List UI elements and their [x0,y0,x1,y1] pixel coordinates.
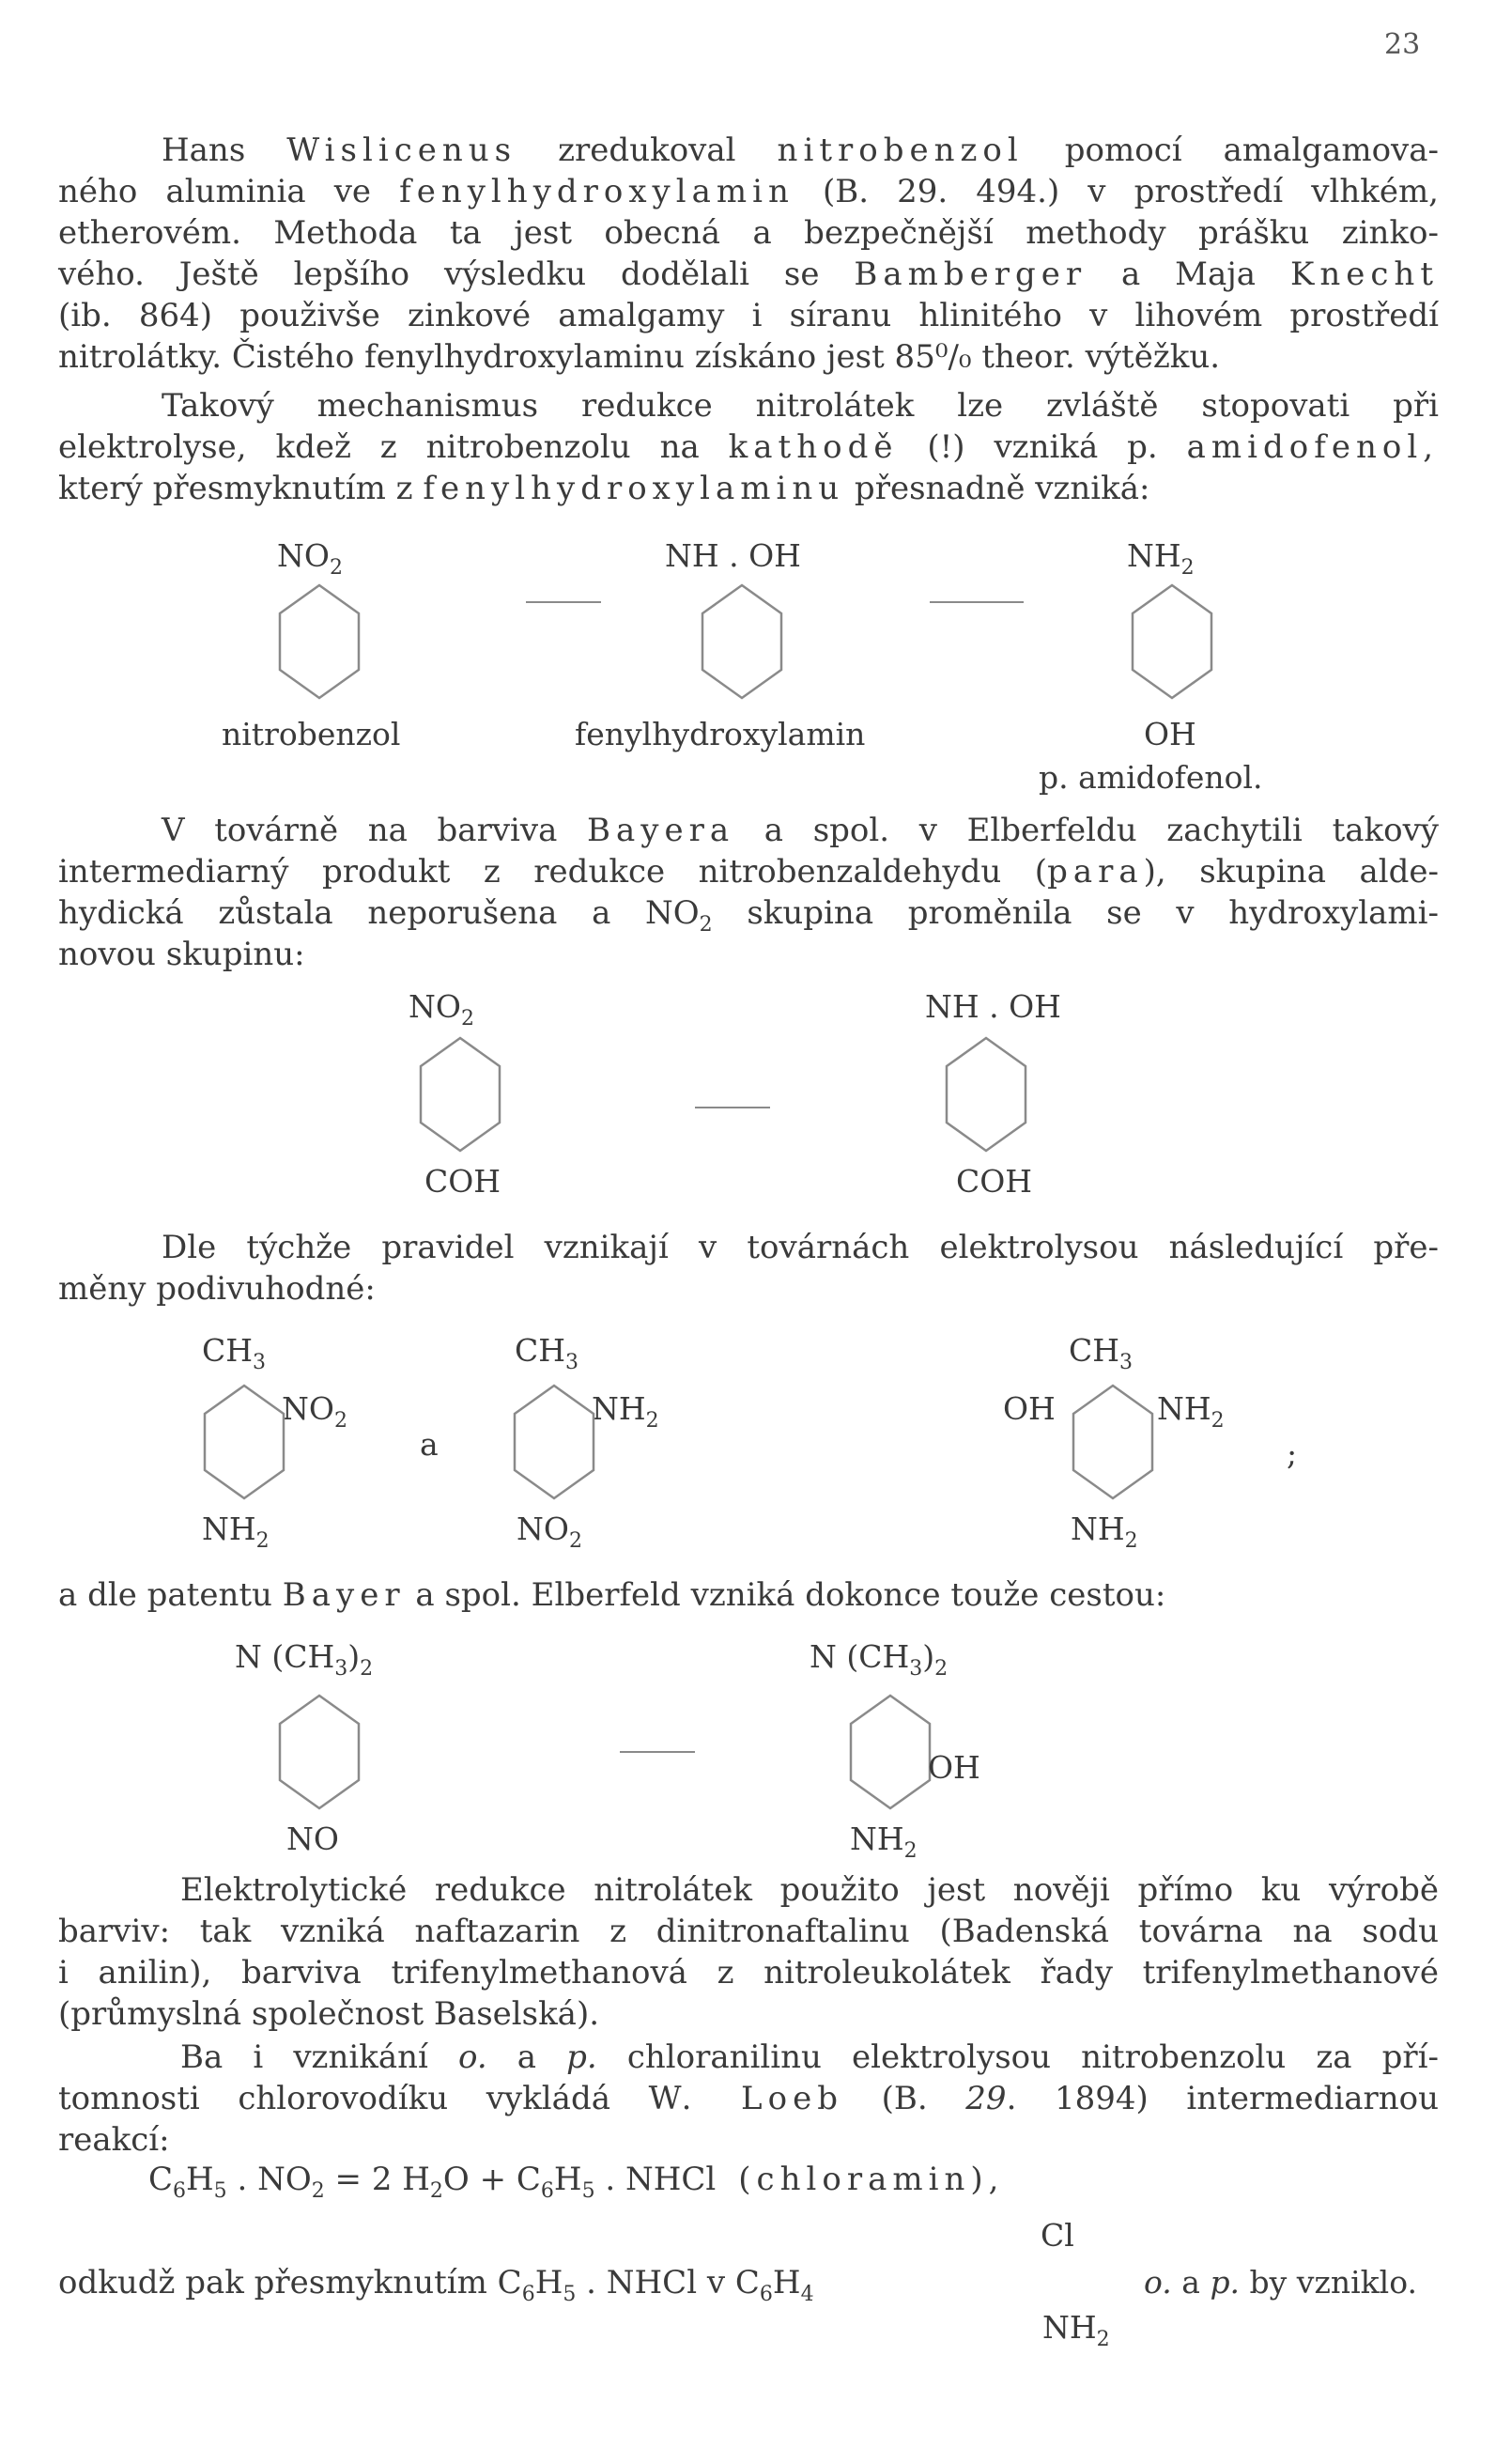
text-line: tomnosti chlorovodíku vykládá W. Loeb (B. 29. 1894) intermediarnou [58,2080,1439,2117]
paragraph-mechanism [58,385,1439,509]
formula-nh2: $NH_2$ [1071,1511,1138,1553]
text-line: elektrolyse, kdež z nitrobenzolu na kathodě (!) vzniká p. amidofenol, [58,428,1439,466]
formula-nh2: $NH_2$ [202,1511,270,1553]
text-line: reakcí: [58,2121,170,2159]
benzene-ring-nitrobenzaldehyde [413,1033,507,1155]
text-line: hydická zůstala neporušena a $NO_2$ skupina proměnila se v hydroxylami- [58,894,1439,937]
formula-ch3: $CH_3$ [515,1332,579,1374]
benzene-ring-toluene-c [1066,1381,1160,1503]
benzene-ring-toluene-b [507,1381,601,1503]
formula-no2: $NO_2$ [282,1390,347,1433]
text-line: Ba i vznikání o. a p. chloranilinu elektrolysou nitrobenzolu za pří- [180,2038,1439,2076]
paragraph-bayer [58,810,1439,975]
formula-oh: OH [1144,716,1196,752]
caption-fenylhydroxylamin: fenylhydroxylamin [575,716,866,752]
text-line: novou skupinu: [58,936,305,973]
formula-oh: OH [928,1749,980,1786]
paragraph-dyes [58,1869,1439,2035]
formula-no2: $NO_2$ [517,1511,582,1553]
reaction-arrow [930,601,1024,603]
text-line: ného aluminia ve fenylhydroxylamin (B. 29. 494.) v prostředí vlhkém, [58,173,1439,210]
equation-rearrangement: odkudž pak přesmyknutím $C_6H_5$ . NHCl v $C_6H_4$ [58,2264,814,2306]
benzene-ring-nitroso [272,1691,366,1813]
benzene-ring-aminophenol [843,1691,937,1813]
formula-no: NO [286,1821,339,1857]
text-line: vého. Ještě lepšího výsledku dodělali se Bamberger a Maja Knecht [58,256,1439,293]
page-number: 23 [1384,28,1421,61]
formula-nh2: $NH_2$ [592,1390,659,1433]
paragraph-patent [58,1574,1439,1616]
formula-no2: $NO_2$ [277,537,343,580]
paragraph-rules [58,1227,1439,1309]
equation-chloramine: $C_6H_5$ . $NO_2 = 2$ $H_2O + C_6H_5$ . NHCl (chloramin), [148,2161,1005,2203]
benzene-ring-fenylhydroxylamin [695,581,789,703]
formula-cl: Cl [1041,2217,1074,2254]
formula-coh: COH [424,1163,501,1200]
benzene-ring-amidofenol [1125,581,1219,703]
reaction-arrow [695,1107,770,1108]
formula-ch3: $CH_3$ [1069,1332,1134,1374]
text-line: Dle týchže pravidel vznikají v továrnách elektrolysou následující pře- [162,1229,1439,1266]
benzene-ring-nitrobenzol [272,581,366,703]
connector-a: a [420,1426,439,1463]
formula-ch3: $CH_3$ [202,1332,267,1374]
caption-nitrobenzol: nitrobenzol [222,716,401,752]
formula-nhoh: NH . OH [925,988,1061,1025]
formula-no2: $NO_2$ [409,988,474,1031]
text-line: nitrolátky. Čistého fenylhydroxylaminu získáno jest 85⁰/₀ theor. výtěžku. [58,338,1221,376]
text-line: (ib. 864) použivše zinkové amalgamy i síranu hlinitého v lihovém prostředí [58,297,1439,334]
formula-coh: COH [956,1163,1033,1200]
text-line: etherovém. Methoda ta jest obecná a bezpečnější methody prášku zinko- [58,214,1439,252]
text-line: V továrně na barviva Bayera a spol. v Elberfeldu zachytili takový [162,812,1439,849]
text-line: barviv: tak vzniká naftazarin z dinitronaftalinu (Badenská továrna na sodu [58,1913,1439,1950]
text-line: i anilin), barviva trifenylmethanová z nitroleukolátek řady trifenylmethanové [58,1954,1439,1991]
text-line: Hans Wislicenus zredukoval nitrobenzol pomocí amalgamova- [162,132,1440,169]
text-line: a dle patentu Bayer a spol. Elberfeld vzniká dokonce touže cestou: [58,1576,1166,1614]
text-line: Elektrolytické redukce nitrolátek použito jest nověji přímo ku výrobě [180,1871,1439,1909]
paragraph-wislicenus [58,130,1439,378]
benzene-ring-hydroxylamino-benzaldehyde [939,1033,1033,1155]
reaction-arrow [620,1751,695,1753]
isomer-note: o. a p. by vzniklo. [1144,2264,1417,2301]
reaction-arrow [526,601,601,603]
formula-nh2: $NH_2$ [850,1821,918,1863]
caption-amidofenol: p. amidofenol. [1039,759,1263,796]
text-line: měny podivuhodné: [58,1270,376,1308]
formula-nh2: $NH_2$ [1157,1390,1225,1433]
formula-oh: OH [1003,1390,1056,1427]
text-line: intermediarný produkt z redukce nitrobenzaldehydu (para), skupina alde- [58,853,1439,891]
text-line: který přesmyknutím z fenylhydroxylaminu přesnadně vzniká: [58,470,1150,507]
semicolon: ; [1287,1435,1298,1472]
formula-nhoh: NH . OH [665,537,801,574]
text-line: (průmyslná společnost Baselská). [58,1995,600,2033]
formula-nh2: $NH_2$ [1127,537,1195,580]
text-line: Takový mechanismus redukce nitrolátek lze zvláště stopovati při [162,387,1439,425]
formula-dimethylamino: N $(CH_3)_2$ [235,1638,374,1681]
formula-dimethylamino: N $(CH_3)_2$ [810,1638,948,1681]
formula-nh2: $NH_2$ [1042,2309,1110,2351]
benzene-ring-toluene-a [197,1381,291,1503]
paragraph-loeb [58,2037,1439,2161]
